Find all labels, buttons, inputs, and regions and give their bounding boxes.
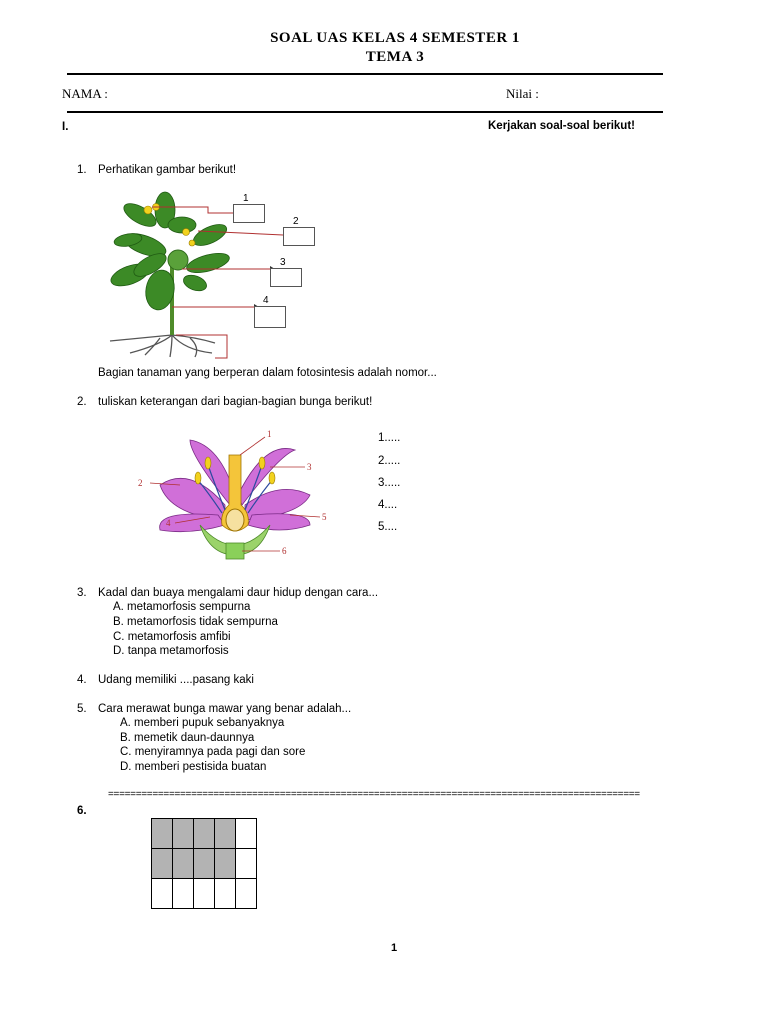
grid-cell-shaded bbox=[173, 849, 194, 879]
q2-answer-4: 4.... bbox=[378, 499, 398, 511]
q5-text: Cara merawat bunga mawar yang benar adalah... bbox=[98, 703, 352, 715]
flower-label-1: 1 bbox=[267, 429, 272, 439]
q1-followup: Bagian tanaman yang berperan dalam fotosintesis adalah nomor... bbox=[98, 367, 437, 379]
grid-row bbox=[152, 819, 257, 849]
plant-label-2: 2 bbox=[293, 216, 299, 227]
grid-cell-shaded bbox=[215, 849, 236, 879]
flower-label-2: 2 bbox=[138, 478, 143, 488]
q3-text: Kadal dan buaya mengalami daur hidup dengan cara... bbox=[98, 587, 379, 599]
header-divider-bottom bbox=[67, 111, 663, 113]
flower-label-4: 4 bbox=[166, 518, 171, 528]
section-numeral: I. bbox=[62, 121, 69, 133]
q2-answer-2: 2..... bbox=[378, 455, 401, 467]
grid-cell bbox=[194, 879, 215, 909]
q4-text: Udang memiliki ....pasang kaki bbox=[98, 674, 254, 686]
q1-number: 1. bbox=[77, 164, 87, 176]
grid-cell bbox=[173, 879, 194, 909]
page-number: 1 bbox=[391, 942, 398, 954]
plant-roots bbox=[110, 335, 215, 357]
grid-cell-shaded bbox=[152, 849, 173, 879]
grid-cell-shaded bbox=[152, 819, 173, 849]
grid-cell bbox=[236, 879, 257, 909]
grid-row bbox=[152, 849, 257, 879]
plant-label-1: 1 bbox=[243, 193, 249, 204]
page-title: SOAL UAS KELAS 4 SEMESTER 1 bbox=[270, 30, 520, 46]
flower-diagram bbox=[130, 425, 330, 565]
q4-number: 4. bbox=[77, 674, 87, 686]
plant-answer-box-2[interactable] bbox=[283, 227, 315, 246]
q2-answer-3: 3..... bbox=[378, 477, 401, 489]
flower-label-3: 3 bbox=[307, 462, 312, 472]
grid-cell bbox=[236, 849, 257, 879]
plant-answer-box-1[interactable] bbox=[233, 204, 265, 223]
plant-answer-box-3[interactable] bbox=[270, 268, 302, 287]
q6-number: 6. bbox=[77, 805, 87, 817]
q5-option-d: D. memberi pestisida buatan bbox=[120, 761, 267, 773]
grid-cell-shaded bbox=[173, 819, 194, 849]
grid-cell bbox=[236, 819, 257, 849]
q2-text: tuliskan keterangan dari bagian-bagian bunga berikut! bbox=[98, 396, 373, 408]
grid-cell-shaded bbox=[194, 849, 215, 879]
q5-option-c: C. menyiramnya pada pagi dan sore bbox=[120, 746, 306, 758]
grid-cell bbox=[215, 879, 236, 909]
flower-label-6: 6 bbox=[282, 546, 287, 556]
plant-answer-box-4[interactable] bbox=[254, 306, 286, 328]
plant-label-3: 3 bbox=[280, 257, 286, 268]
grid-cell-shaded bbox=[194, 819, 215, 849]
q3-number: 3. bbox=[77, 587, 87, 599]
page-subtitle: TEMA 3 bbox=[365, 49, 425, 65]
fraction-grid bbox=[151, 818, 257, 909]
q1-text: Perhatikan gambar berikut! bbox=[98, 164, 237, 176]
flower-stalk bbox=[226, 543, 244, 559]
q3-option-a: A. metamorfosis sempurna bbox=[113, 601, 251, 613]
separator-line: ================================================================================================ bbox=[108, 789, 640, 800]
plant-fruit bbox=[168, 250, 188, 270]
flower-ovary bbox=[226, 509, 244, 531]
q3-option-d: D. tanpa metamorfosis bbox=[113, 645, 229, 657]
q5-number: 5. bbox=[77, 703, 87, 715]
nama-label: NAMA : bbox=[62, 86, 108, 101]
q3-option-c: C. metamorfosis amfibi bbox=[113, 631, 231, 643]
q3-option-b: B. metamorfosis tidak sempurna bbox=[113, 616, 278, 628]
q2-answer-5: 5.... bbox=[378, 521, 398, 533]
q2-number: 2. bbox=[77, 396, 87, 408]
q5-option-b: B. memetik daun-daunnya bbox=[120, 732, 255, 744]
nilai-label: Nilai : bbox=[506, 86, 539, 101]
plant-label-4: 4 bbox=[263, 295, 269, 306]
plant-leaves bbox=[108, 192, 231, 312]
q2-answer-1: 1..... bbox=[378, 432, 401, 444]
section-instruction: Kerjakan soal-soal berikut! bbox=[488, 120, 635, 132]
flower-label-5: 5 bbox=[322, 512, 327, 522]
grid-cell bbox=[152, 879, 173, 909]
q5-option-a: A. memberi pupuk sebanyaknya bbox=[120, 717, 285, 729]
header-divider-top bbox=[67, 73, 663, 75]
grid-cell-shaded bbox=[215, 819, 236, 849]
grid-row bbox=[152, 879, 257, 909]
